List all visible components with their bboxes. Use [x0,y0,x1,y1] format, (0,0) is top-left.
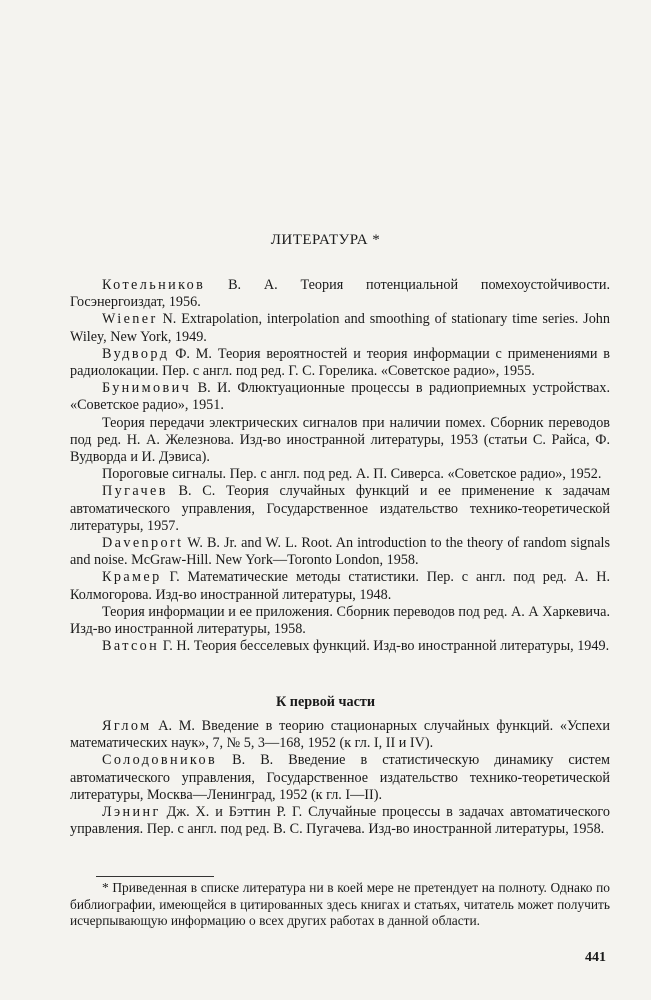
reference-text: Ф. М. Теория вероятностей и теория информации с применениями в радиолокации. Пер. с англ. под ред. Г. С. Горелика. «Советское радио», 1955. [70,345,610,380]
reference-item [70,483,610,535]
reference-item [70,311,610,345]
reference-item [70,752,610,804]
reference-author: Вудворд [102,345,170,362]
reference-text: В. И. Флюктуационные процессы в радиоприемных устройствах. «Советское радио», 1951. [70,380,610,414]
reference-text: В. С. Теория случайных функций и ее применение к задачам автоматического управления, Государственное издательство технико-теоретической литературы, 1957. [70,483,610,534]
reference-author: Пугачев [102,483,168,500]
reference-item [70,718,610,752]
reference-text: Г. Н. Теория бесселевых функций. Изд-во иностранной литературы, 1949. [159,638,610,655]
reference-author: Бунимович [102,380,192,397]
reference-text: N. Extrapolation, interpolation and smoothing of stationary time series. John Wiley, New York, 1949. [70,311,610,345]
reference-item [70,380,610,414]
reference-author: Котельников [102,277,206,293]
reference-text: В. А. Теория потенциальной помехоустойчивости. Госэнергоиздат, 1956. [70,277,610,311]
reference-item [70,346,610,380]
reference-text: А. М. Введение в теорию стационарных случайных функций. «Успехи математических наук», 7, № 5, 3—168, 1952 (к гл. I, II и IV). [70,718,610,752]
reference-item [70,466,610,483]
reference-author: Крамер [102,569,162,586]
reference-author: Лэнинг [102,804,161,821]
reference-text: Теория информации и ее приложения. Сборник переводов под ред. А. А Харкевича. Изд-во иностранной литературы, 1958. [70,603,610,638]
reference-author: Wiener [102,311,158,328]
reference-list [70,277,610,655]
section-reference-list [70,718,610,838]
reference-item [70,638,610,655]
reference-item [70,535,610,569]
reference-author: Davenport [102,535,184,552]
reference-item [70,604,610,638]
reference-text: Теория передачи электрических сигналов при наличии помех. Сборник переводов под ред. Н. А. Железнова. Изд-во иностранной литературы, 1953 (статьи С. Райса, Ф. Вудворда и И. Дэвиса). [70,414,610,466]
footnote: * Приведенная в списке литература ни в коей мере не претендует на полноту. Однако по библиографии, имеющейся в цитированных здесь книгах и статьях, читатель может получить исчерпывающую информацию о всех других работах в данной области. [70,880,610,929]
reference-item [70,569,610,603]
page-title: ЛИТЕРАТУРА * [270,232,381,248]
reference-text: Г. Математические методы статистики. Пер. с англ. под ред. А. Н. Колмогорова. Изд-во иностранной литературы, 1948. [70,569,610,603]
reference-author: Солодовников [102,752,218,769]
reference-author: Яглом [102,718,152,734]
reference-item [70,415,610,467]
reference-text: W. B. Jr. and W. L. Root. An introduction to the theory of random signals and noise. McGraw-Hill. New York—Toronto London, 1958. [70,535,610,569]
reference-item [70,277,610,311]
reference-text: Пороговые сигналы. Пер. с англ. под ред. А. П. Сиверса. «Советское радио», 1952. [102,466,602,483]
footnote-divider [96,876,214,877]
reference-text: В. В. Введение в статистическую динамику систем автоматического управления, Государственное издательство технико-теоретической литературы, Москва—Ленинград, 1952 (к гл. I—II). [70,752,610,803]
section-heading: К первой части [275,694,376,710]
reference-text: Дж. Х. и Бэттин Р. Г. Случайные процессы в задачах автоматического управления. Пер. с англ. под ред. В. С. Пугачева. Изд-во иностранной литературы, 1958. [70,804,610,838]
reference-author: Ватсон [102,638,160,655]
page-number: 441 [585,950,606,965]
reference-item [70,804,610,838]
